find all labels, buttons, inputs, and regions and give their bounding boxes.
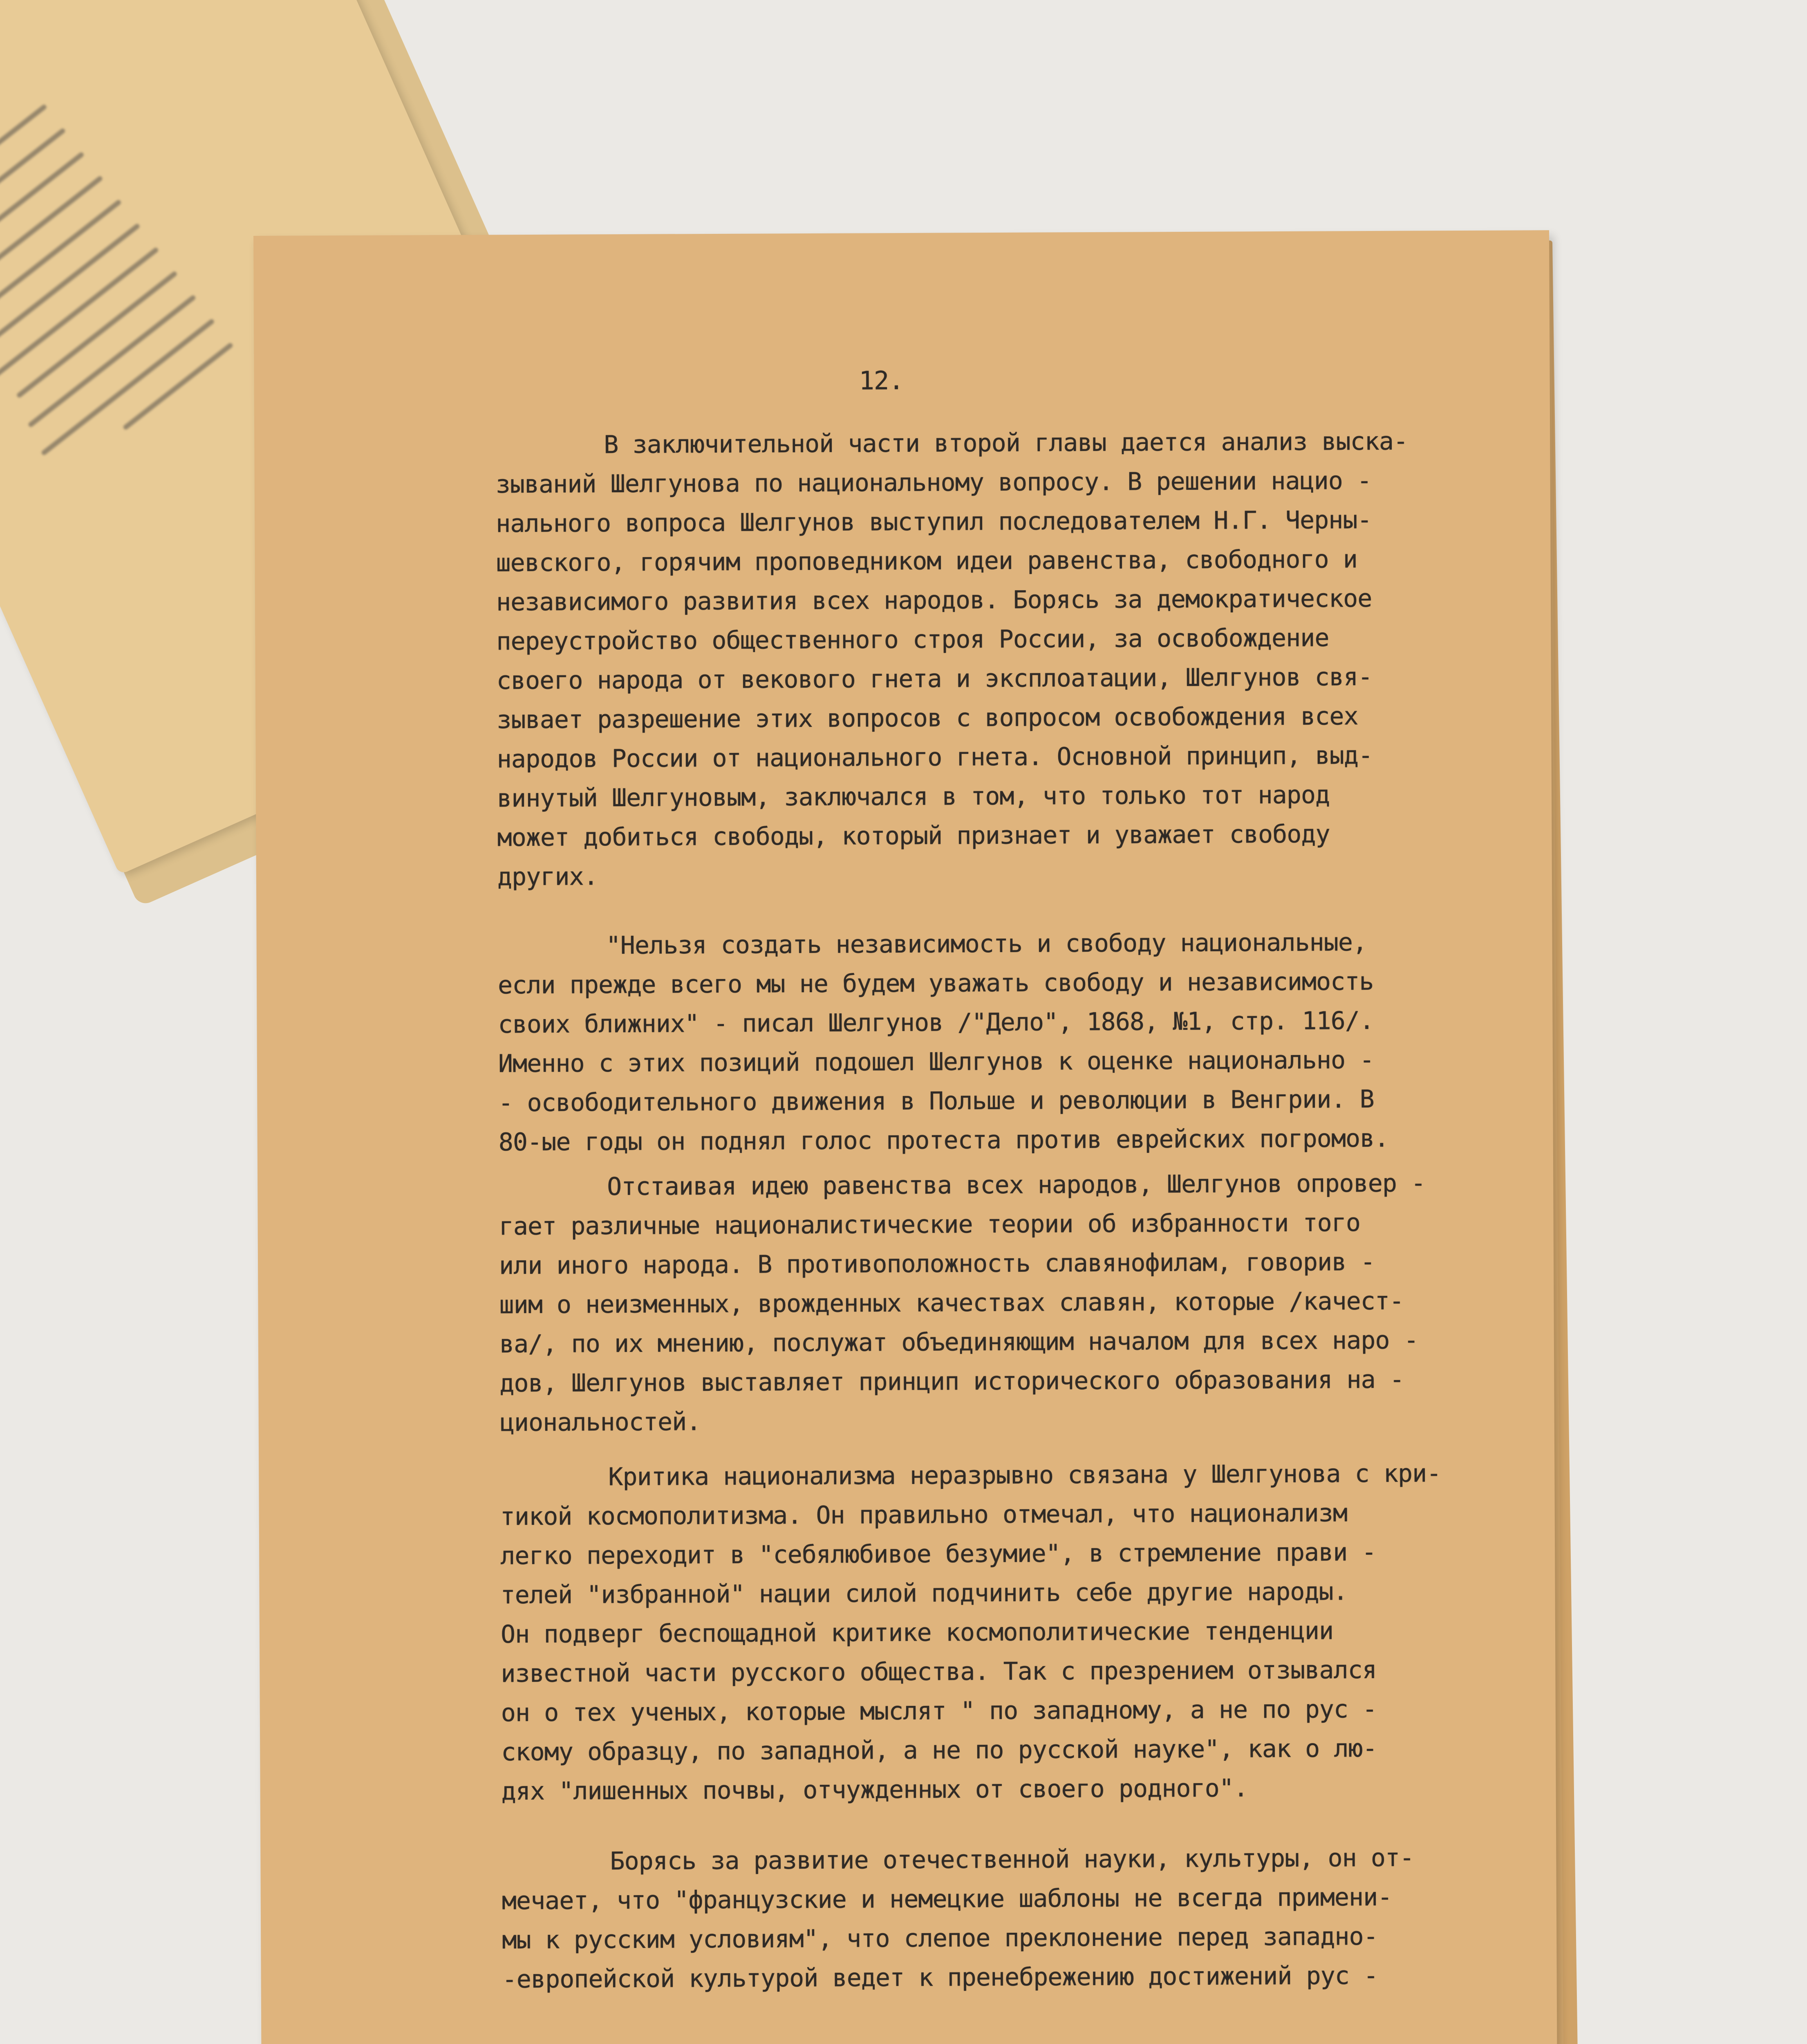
typed-line: дов, Шелгунов выставляет принцип исторического образования на - (499, 1365, 1404, 1398)
typed-line: В заключительной части второй главы дается анализ выска- (604, 427, 1408, 459)
typed-line: гает различные националистические теории об избранности того (499, 1208, 1361, 1241)
booklet-text-line (0, 199, 122, 336)
typed-line: Отстаивая идею равенства всех народов, Шелгунов опровер - (607, 1169, 1426, 1201)
typed-line: легко переходит в "себялюбивое безумие", в стремление прави - (500, 1537, 1376, 1571)
typed-line: если прежде всего мы не будем уважать свободу и независимость (497, 967, 1374, 1000)
typed-line: "Нельзя создать независимость и свободу национальные, (606, 928, 1367, 960)
typed-line: зываний Шелгунова по национальному вопросу. В решении нацио - (495, 466, 1372, 499)
typed-line: тикой космополитизма. Он правильно отмечал, что национализм (500, 1499, 1348, 1531)
typed-line: -европейской культурой ведет к пренебрежению достижений рус - (502, 1961, 1378, 1994)
booklet-text-line (0, 175, 103, 292)
typed-page (253, 230, 1557, 2044)
typed-line: нального вопроса Шелгунов выступил последователем Н.Г. Черны- (495, 506, 1372, 538)
typed-line: или иного народа. В противоположность славянофилам, говорив - (499, 1247, 1375, 1280)
typed-line: он о тех ученых, которые мыслят " по западному, а не по рус - (501, 1694, 1377, 1728)
typed-line: народов России от национального гнета. Основной принцип, выд- (497, 741, 1373, 774)
booklet-faded-text (0, 0, 234, 487)
typed-line: Он подверг беспощадной критике космополитические тенденции (500, 1616, 1334, 1649)
booklet-text-line (122, 342, 233, 430)
typed-line: шевского, горячим проповедником идеи равенства, свободного и (496, 545, 1358, 578)
typed-line: переустройство общественного строя России, за освобождение (496, 623, 1329, 656)
typed-line: мечает, что "французские и немецкие шаблоны не всегда примени- (502, 1883, 1392, 1916)
typed-line: шим о неизменных, врожденных качествах славян, которые /качест- (499, 1286, 1404, 1320)
typed-line: ва/, по их мнению, послужат объединяющим началом для всех наро - (499, 1326, 1418, 1359)
page-number: 12. (859, 365, 904, 396)
typed-line: дях "лишенных почвы, отчужденных от своего родного". (501, 1774, 1248, 1806)
typed-line: Именно с этих позиций подошел Шелгунов к оценке национально - (498, 1045, 1374, 1078)
typed-line: винутый Шелгуновым, заключался в том, что только тот народ (497, 780, 1330, 813)
typed-line: циональностей. (499, 1407, 701, 1437)
typed-line: 80-ые годы он поднял голос протеста против еврейских погромов. (498, 1124, 1389, 1157)
typed-line: независимого развития всех народов. Борясь за демократическое (496, 584, 1372, 617)
typed-line: зывает разрешение этих вопросов с вопросом освобождения всех (497, 702, 1358, 735)
booklet-text-line (40, 318, 215, 456)
typed-line: мы к русским условиям", что слепое преклонение перед западно- (502, 1922, 1378, 1955)
typed-line: может добиться свободы, который признает и уважает свободу (497, 820, 1330, 852)
typed-line: скому образцу, по западной, а не по русской науке", как о лю- (501, 1734, 1377, 1767)
typed-line: других. (497, 862, 598, 892)
typed-line: - освободительного движения в Польше и революции в Венгрии. В (498, 1085, 1374, 1118)
booklet-text-line (16, 271, 178, 399)
booklet-text-line (27, 294, 196, 428)
typed-line: телей "избранной" нации силой подчинить себе другие народы. (500, 1577, 1348, 1610)
typed-line: своего народа от векового гнета и эксплоатации, Шелгунов свя- (496, 663, 1373, 695)
typed-line: Борясь за развитие отечественной науки, культуры, он от- (610, 1843, 1414, 1876)
typed-line: Критика национализма неразрывно связана у Шелгунова с кри- (608, 1459, 1441, 1492)
typed-line: известной части русского общества. Так с презрением отзывался (501, 1655, 1377, 1688)
typed-line: своих ближних" - писал Шелгунов /"Дело", 1868, №1, стр. 116/. (498, 1006, 1374, 1039)
